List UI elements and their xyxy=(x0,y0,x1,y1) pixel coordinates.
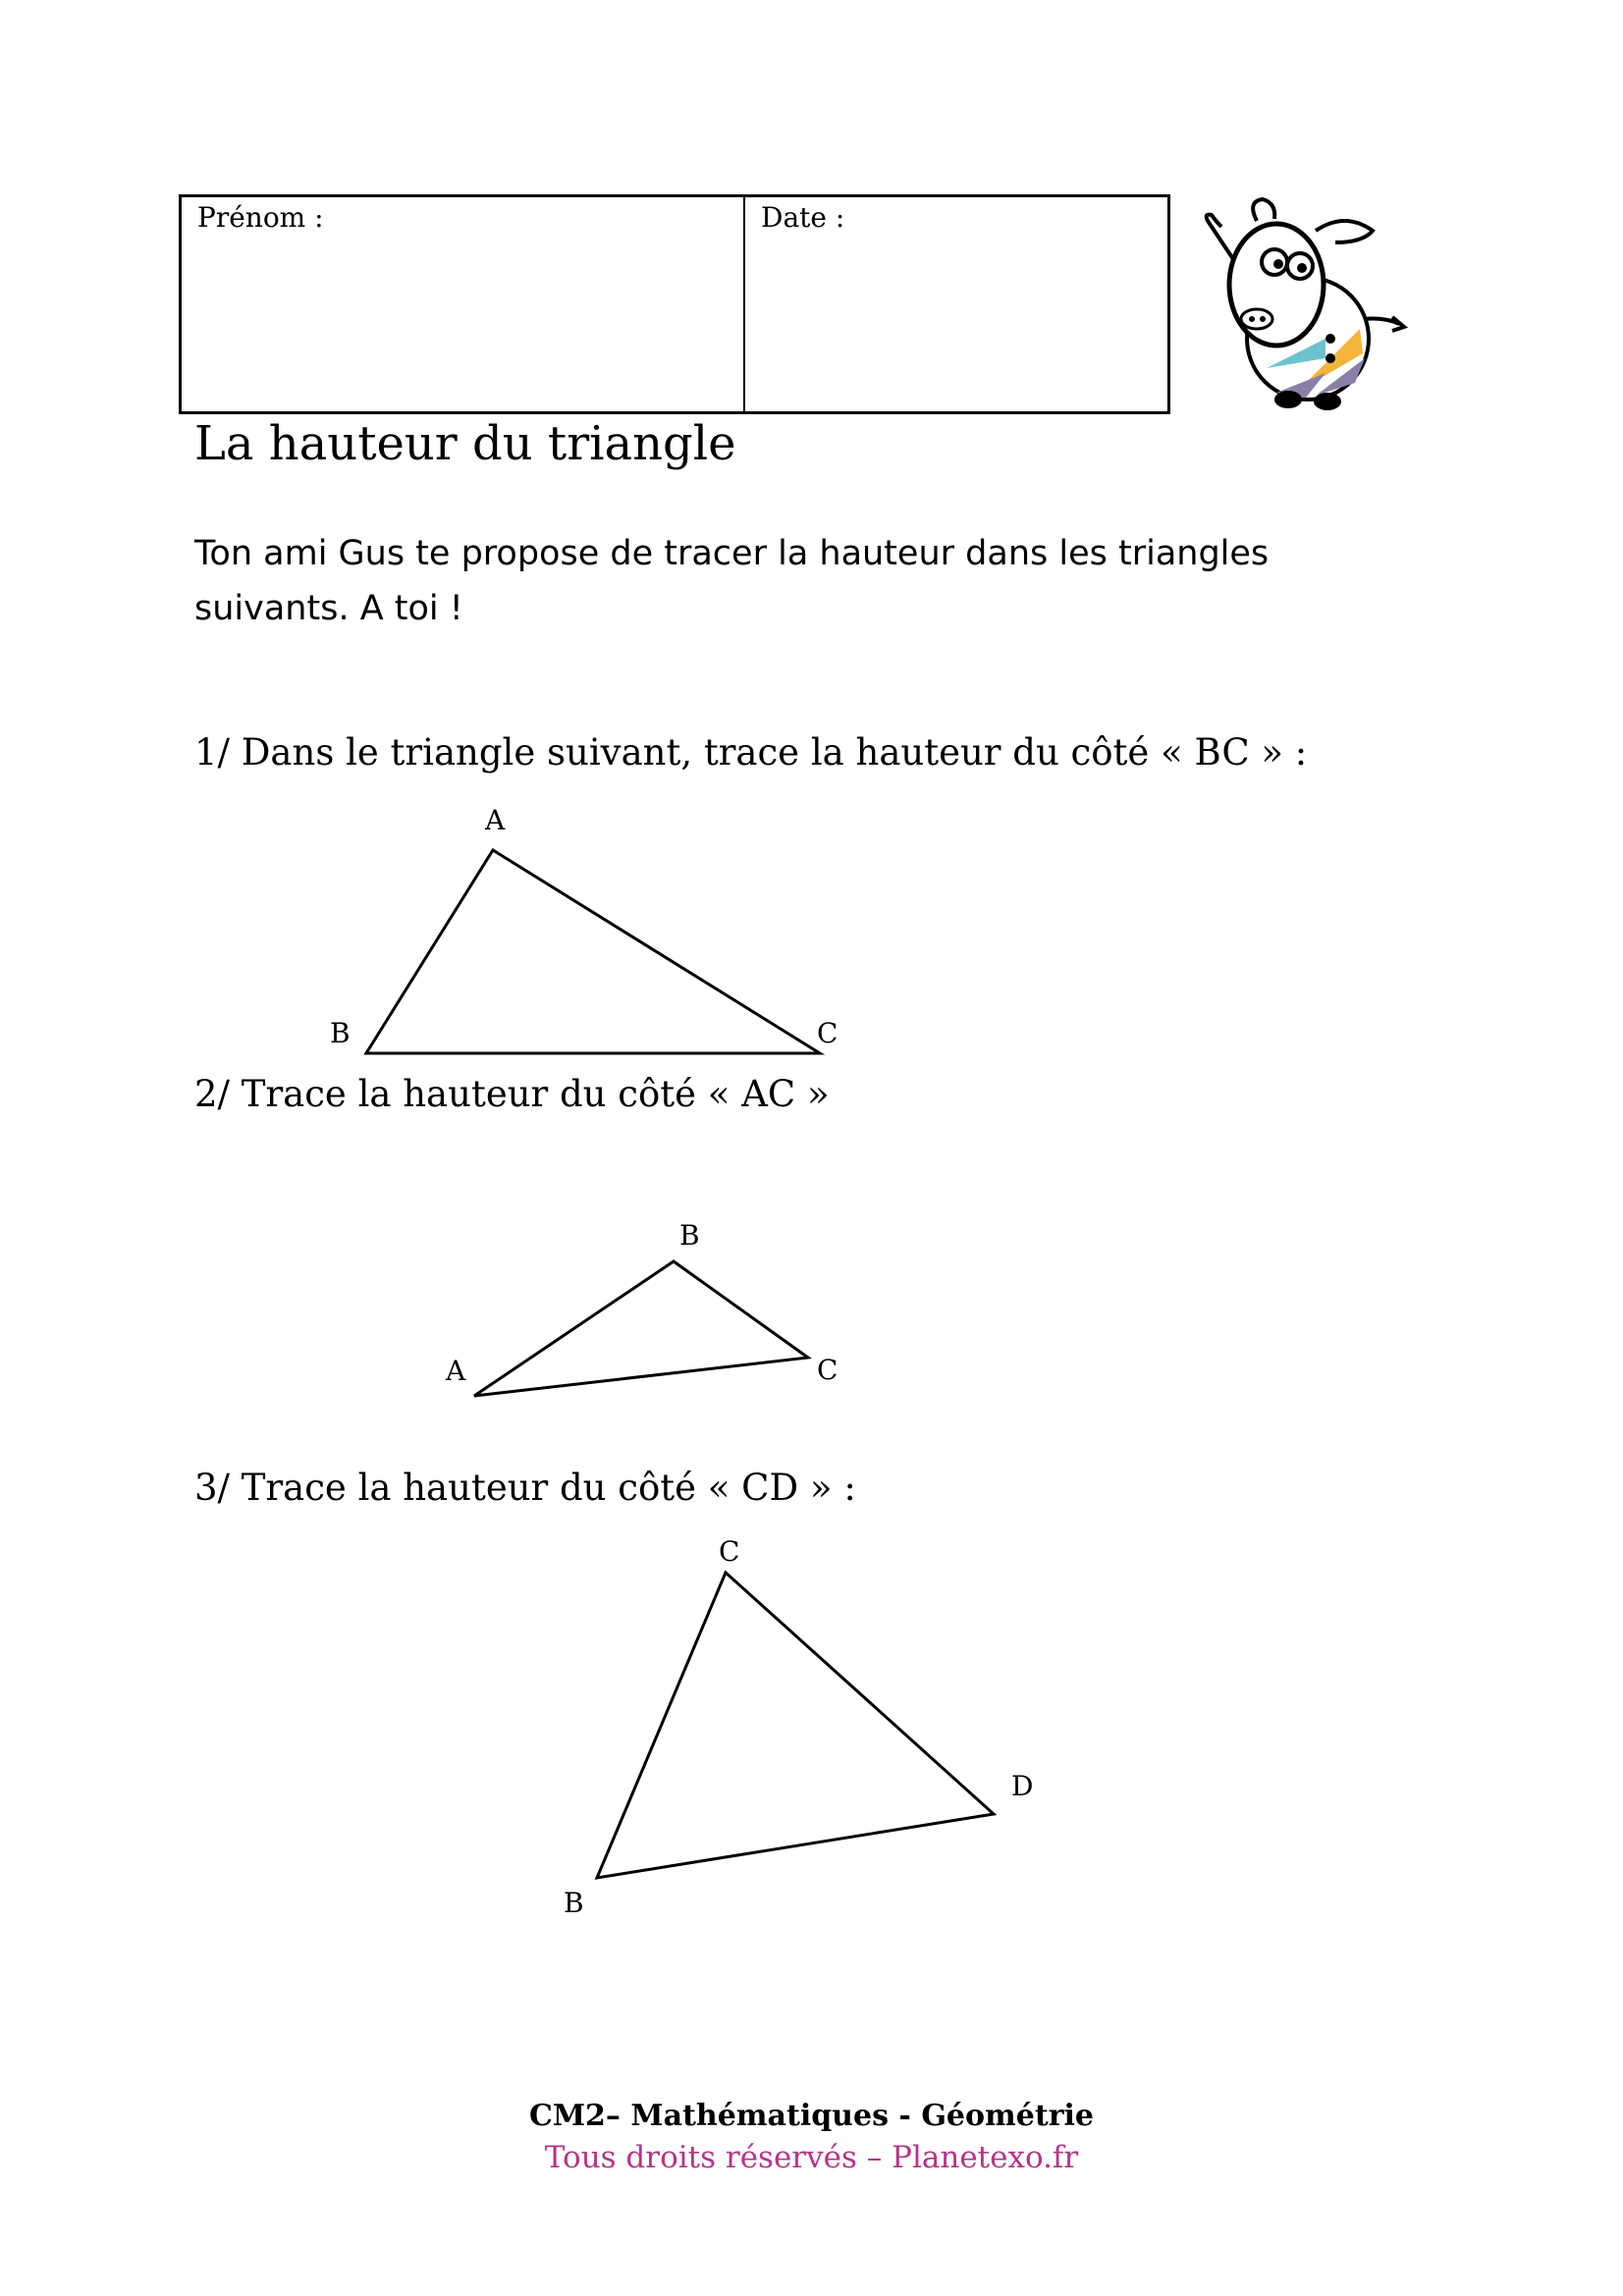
triangle-1-vertex-a: A xyxy=(485,804,506,836)
page-title: La hauteur du triangle xyxy=(194,416,736,471)
date-label: Date : xyxy=(761,201,845,234)
triangle-1-vertex-b: B xyxy=(330,1017,351,1049)
triangle-2-vertex-c: C xyxy=(817,1354,839,1386)
triangle-2-vertex-a: A xyxy=(446,1355,466,1387)
question-1: 1/ Dans le triangle suivant, trace la hauteur du côté « BC » : xyxy=(194,731,1308,774)
triangle-2[interactable] xyxy=(474,1261,808,1396)
intro-text: Ton ami Gus te propose de tracer la hauteur dans les triangles suivants. A toi ! xyxy=(194,534,1270,628)
triangle-2-vertex-b: B xyxy=(679,1219,700,1252)
triangle-3-vertex-b: B xyxy=(564,1887,584,1919)
question-2: 2/ Trace la hauteur du côté « AC » xyxy=(194,1073,830,1115)
triangle-1[interactable] xyxy=(366,850,820,1053)
question-3: 3/ Trace la hauteur du côté « CD » : xyxy=(194,1467,856,1509)
prenom-label: Prénom : xyxy=(197,201,324,234)
triangle-1-vertex-c: C xyxy=(817,1017,839,1049)
triangle-3[interactable] xyxy=(597,1573,994,1878)
triangle-3-vertex-c: C xyxy=(719,1535,740,1568)
triangle-3-vertex-d: D xyxy=(1011,1770,1034,1802)
footer-rights[interactable]: Tous droits réservés – Planetexo.fr xyxy=(544,2140,1079,2175)
footer-title: CM2– Mathématiques - Géométrie xyxy=(528,2099,1095,2133)
